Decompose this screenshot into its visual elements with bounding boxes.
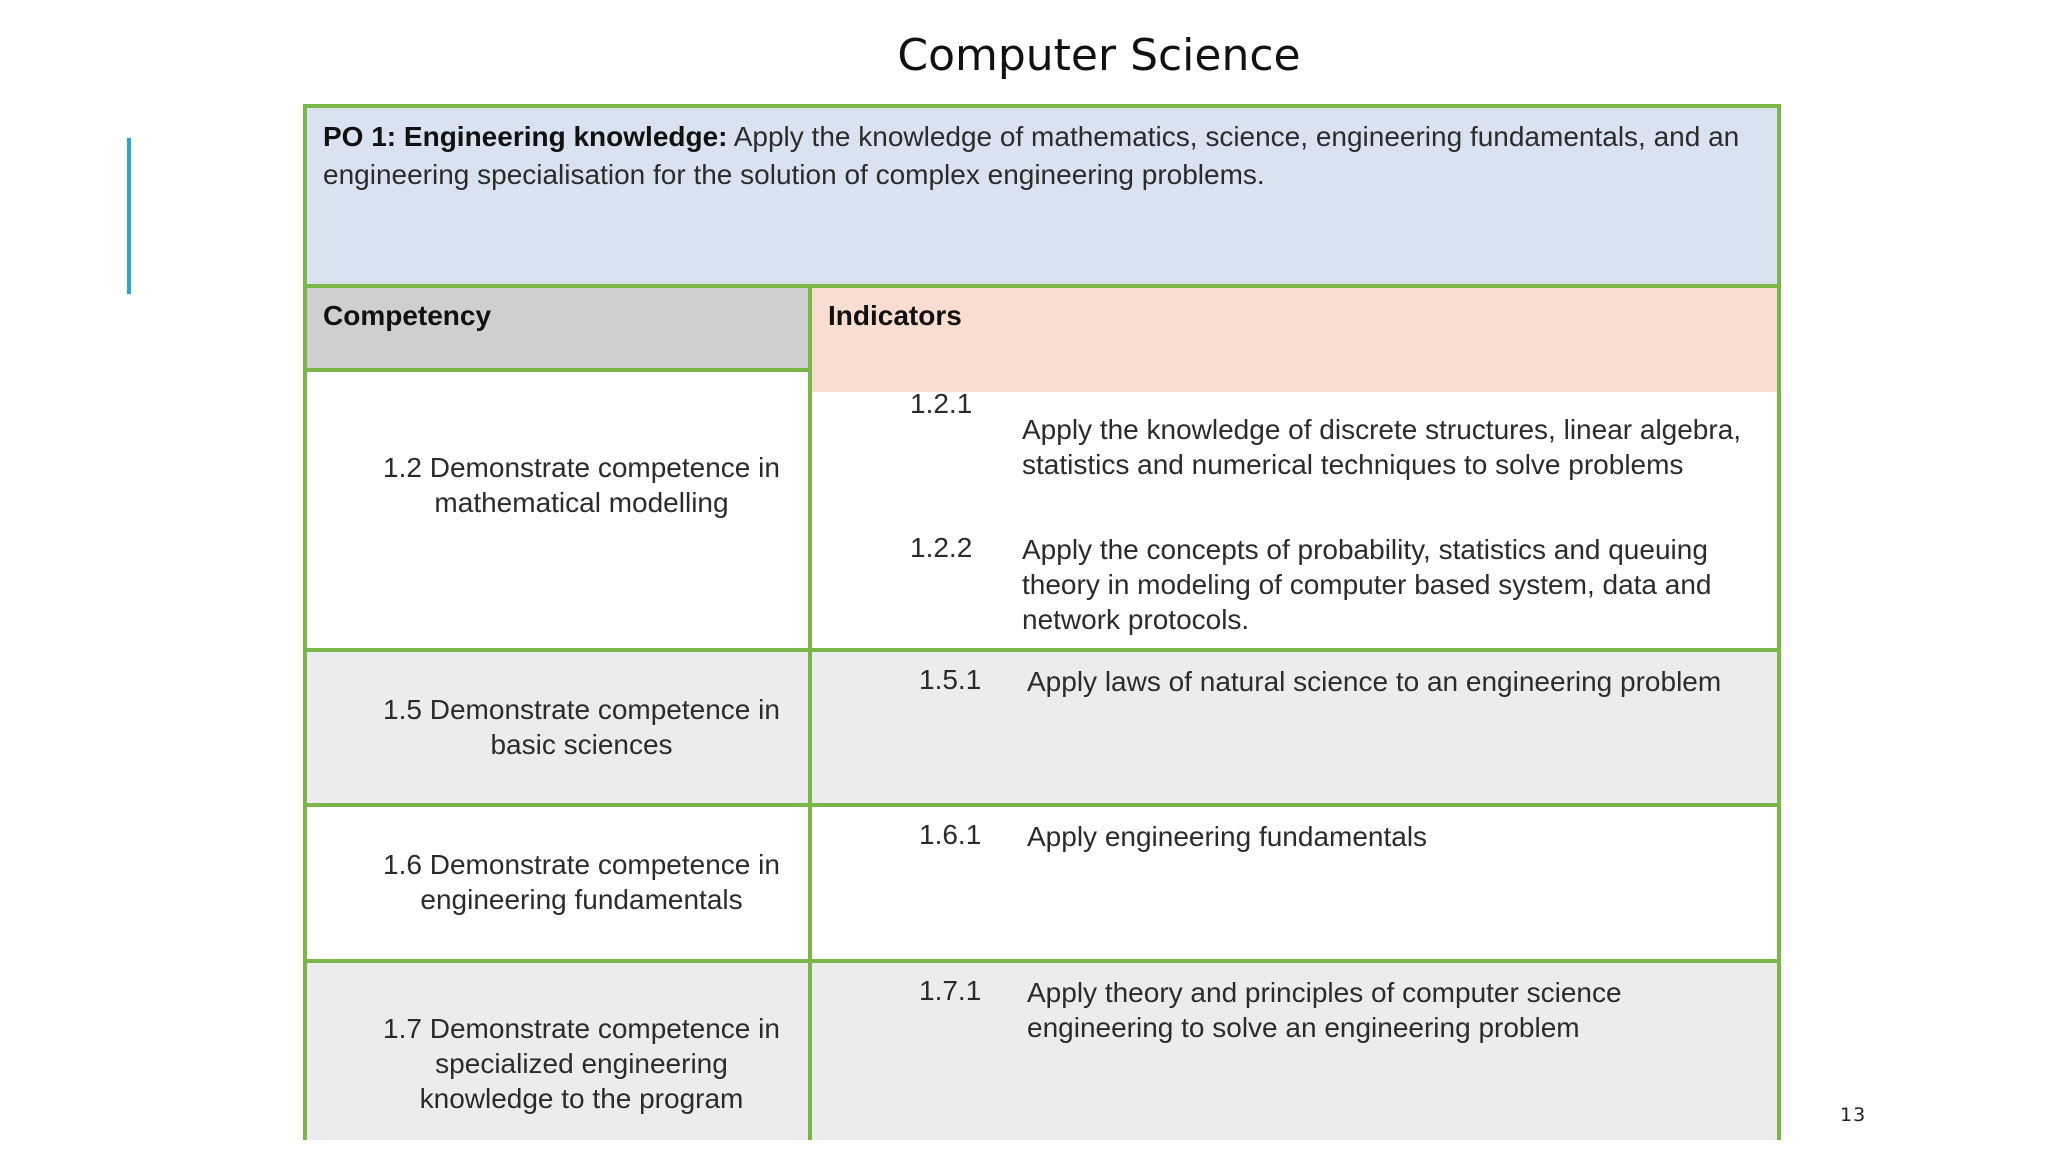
competency-text: 1.6 Demonstrate competence in engineering fundamentals xyxy=(383,849,780,915)
page-number: 13 xyxy=(1840,1104,1867,1126)
competency-cell xyxy=(307,652,812,803)
po-text: Apply the knowledge of mathematics, science, engineering fundamentals, and an engineering specialisation for the solution of complex engineering problems. xyxy=(323,121,1740,190)
competency-text: 1.2 Demonstrate competence in mathematical modelling xyxy=(383,452,780,518)
indicator-text: Apply theory and principles of computer science engineering to solve an engineering problem xyxy=(1027,977,1622,1043)
indicator-code: 1.7.1 xyxy=(919,975,982,1006)
indicator-code: 1.5.1 xyxy=(919,664,982,695)
competency-cell xyxy=(307,807,812,959)
competency-cell xyxy=(307,372,812,648)
table-row xyxy=(307,807,1777,963)
table-row xyxy=(307,963,1777,1140)
indicator-code: 1.2.1 xyxy=(910,388,973,419)
competency-text: 1.7 Demonstrate competence in specialized engineering knowledge to the program xyxy=(383,1013,780,1114)
competency-cell xyxy=(307,963,812,1140)
table-row xyxy=(307,372,1777,652)
competency-text: 1.5 Demonstrate competence in basic sciences xyxy=(383,694,780,760)
slide-title: Computer Science xyxy=(897,30,1301,81)
header-competency: Competency xyxy=(307,288,812,368)
table-header-row xyxy=(307,288,1777,372)
po-label: PO 1: Engineering knowledge: xyxy=(323,121,728,152)
competency-table xyxy=(303,104,1781,1140)
indicator-text: Apply engineering fundamentals xyxy=(1027,821,1428,852)
indicator-text: Apply the knowledge of discrete structures, linear algebra, statistics and numerical techniques to solve problems xyxy=(1022,414,1742,480)
indicator-text: Apply the concepts of probability, statistics and queuing theory in modeling of computer based system, data and network protocols. xyxy=(1022,534,1712,635)
indicator-code: 1.6.1 xyxy=(919,819,982,850)
header-indicators: Indicators xyxy=(812,288,1777,392)
po-description xyxy=(307,108,1777,288)
accent-bar xyxy=(127,138,131,294)
indicator-text: Apply laws of natural science to an engineering problem xyxy=(1027,666,1722,697)
table-row xyxy=(307,652,1777,807)
indicator-code: 1.2.2 xyxy=(910,532,973,563)
